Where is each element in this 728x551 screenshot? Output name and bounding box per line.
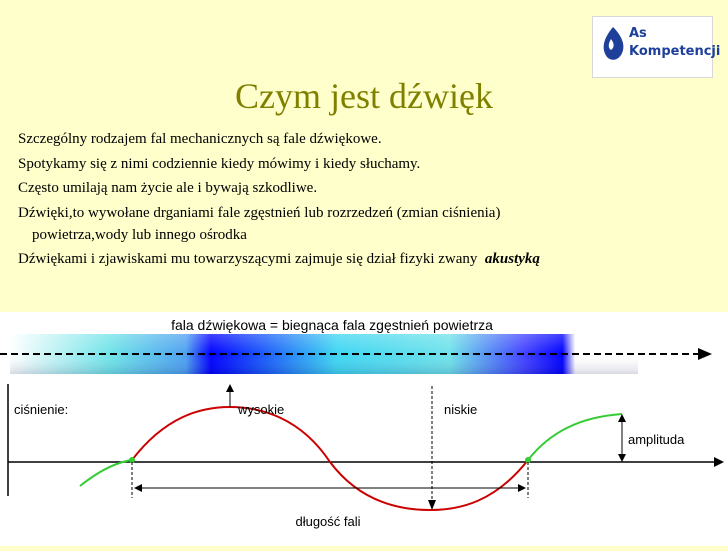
logo-text-as: As: [629, 26, 647, 41]
wave-segment-green-right: [528, 414, 622, 460]
wave-segment-red: [132, 407, 528, 510]
low-arrow-head: [428, 500, 436, 510]
label-wavelength: długość fali: [295, 514, 361, 529]
sound-wave-diagram: [0, 312, 728, 546]
high-arrow-head: [226, 384, 234, 392]
label-amplitude: amplituda: [628, 432, 685, 447]
body-text: [18, 128, 718, 272]
bullet-3: Często umilają nam życie ale i bywają szkodliwe.: [18, 180, 318, 196]
diagram-caption: fala dźwiękowa = biegnąca fala zgęstnień powietrza: [171, 317, 493, 333]
bullet-2: Spotykamy się z nimi codziennie kiedy mówimy i kiedy słuchamy.: [18, 155, 421, 172]
label-high: wysokie: [238, 402, 285, 417]
page-title: Czym jest dźwięk: [235, 76, 493, 116]
bullet-5-text: Dźwiękami i zjawiskami mu towarzyszącymi zajmuje się dział fizyki zwany: [18, 250, 478, 267]
wavelength-arrow-right: [518, 484, 526, 492]
logo-icon: [599, 25, 627, 65]
bullet-1: Szczególny rodzajem fal mechanicznych są fale dźwiękowe.: [18, 131, 382, 147]
label-low: niskie: [444, 402, 478, 417]
bullet-5-emphasis: akustyką: [484, 250, 540, 267]
as-kompetencji-logo: [592, 16, 721, 78]
bullet-4-line1: Dźwięki,to wywołane drganiami fale zgęstnień lub rozrzedzeń (zmian ciśnienia): [18, 204, 501, 221]
bullet-5: [18, 248, 718, 270]
sound-wave-svg: [0, 312, 728, 546]
bullet-4-line2: powietrza,wody lub innego ośrodka: [32, 226, 247, 243]
time-axis-arrowhead: [714, 457, 724, 467]
amplitude-arrow-bottom: [618, 454, 626, 462]
label-pressure: ciśnienie:: [14, 402, 69, 417]
logo-text-kompetencji: Kompetencji: [629, 44, 721, 59]
wave-segment-green-left: [80, 460, 132, 486]
wave-direction-arrowhead: [698, 348, 712, 360]
wavelength-arrow-left: [134, 484, 142, 492]
bullet-4: [18, 202, 718, 246]
